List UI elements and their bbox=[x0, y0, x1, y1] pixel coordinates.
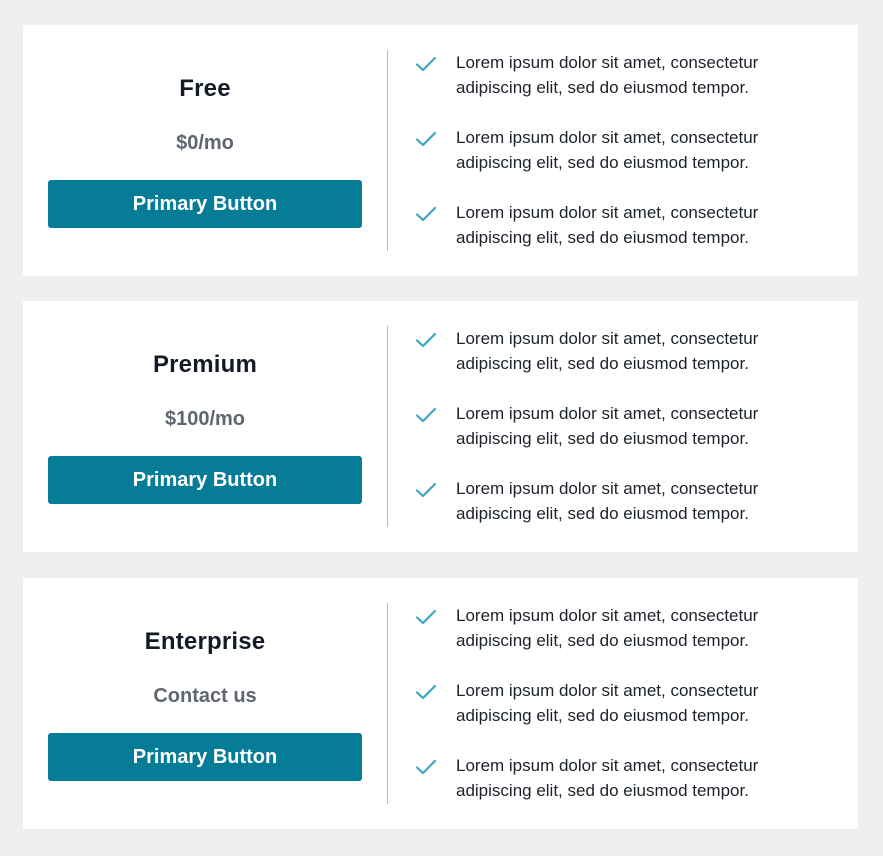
feature-item bbox=[413, 603, 833, 678]
vertical-divider bbox=[387, 603, 388, 804]
feature-text: Lorem ipsum dolor sit amet, consectetur adipiscing elit, sed do eiusmod tempor. bbox=[456, 756, 759, 800]
plan-name: Premium bbox=[152, 351, 258, 378]
primary-button[interactable]: Primary Button bbox=[48, 456, 362, 504]
feature-text: Lorem ipsum dolor sit amet, consectetur adipiscing elit, sed do eiusmod tempor. bbox=[456, 128, 759, 172]
feature-item bbox=[413, 326, 833, 401]
feature-text: Lorem ipsum dolor sit amet, consectetur adipiscing elit, sed do eiusmod tempor. bbox=[456, 404, 759, 448]
feature-item bbox=[413, 125, 833, 200]
check-icon bbox=[415, 331, 437, 349]
check-icon bbox=[415, 406, 437, 424]
feature-text: Lorem ipsum dolor sit amet, consectetur adipiscing elit, sed do eiusmod tempor. bbox=[456, 479, 759, 523]
feature-list bbox=[413, 603, 833, 828]
feature-item bbox=[413, 401, 833, 476]
check-icon bbox=[415, 130, 437, 148]
plan-summary bbox=[23, 25, 387, 276]
primary-button[interactable]: Primary Button bbox=[48, 733, 362, 781]
feature-text: Lorem ipsum dolor sit amet, consectetur adipiscing elit, sed do eiusmod tempor. bbox=[456, 606, 759, 650]
plan-summary bbox=[23, 301, 387, 552]
check-icon bbox=[415, 205, 437, 223]
check-icon bbox=[415, 683, 437, 701]
feature-list bbox=[413, 326, 833, 551]
feature-text: Lorem ipsum dolor sit amet, consectetur adipiscing elit, sed do eiusmod tempor. bbox=[456, 329, 759, 373]
feature-text: Lorem ipsum dolor sit amet, consectetur adipiscing elit, sed do eiusmod tempor. bbox=[456, 681, 759, 725]
check-icon bbox=[415, 758, 437, 776]
pricing-card-enterprise bbox=[23, 578, 858, 829]
plan-price: $100/mo bbox=[164, 408, 246, 430]
plan-price: Contact us bbox=[153, 685, 257, 707]
feature-item bbox=[413, 476, 833, 551]
plan-name: Free bbox=[179, 75, 231, 102]
plan-summary bbox=[23, 578, 387, 829]
primary-button[interactable]: Primary Button bbox=[48, 180, 362, 228]
vertical-divider bbox=[387, 50, 388, 251]
check-icon bbox=[415, 481, 437, 499]
plan-price: $0/mo bbox=[176, 132, 234, 154]
feature-item bbox=[413, 50, 833, 125]
feature-item bbox=[413, 678, 833, 753]
vertical-divider bbox=[387, 326, 388, 527]
feature-item bbox=[413, 753, 833, 828]
feature-item bbox=[413, 200, 833, 275]
pricing-card-premium bbox=[23, 301, 858, 552]
check-icon bbox=[415, 608, 437, 626]
feature-list bbox=[413, 50, 833, 275]
pricing-card-free bbox=[23, 25, 858, 276]
feature-text: Lorem ipsum dolor sit amet, consectetur adipiscing elit, sed do eiusmod tempor. bbox=[456, 203, 759, 247]
feature-text: Lorem ipsum dolor sit amet, consectetur adipiscing elit, sed do eiusmod tempor. bbox=[456, 53, 759, 97]
plan-name: Enterprise bbox=[144, 628, 266, 655]
check-icon bbox=[415, 55, 437, 73]
